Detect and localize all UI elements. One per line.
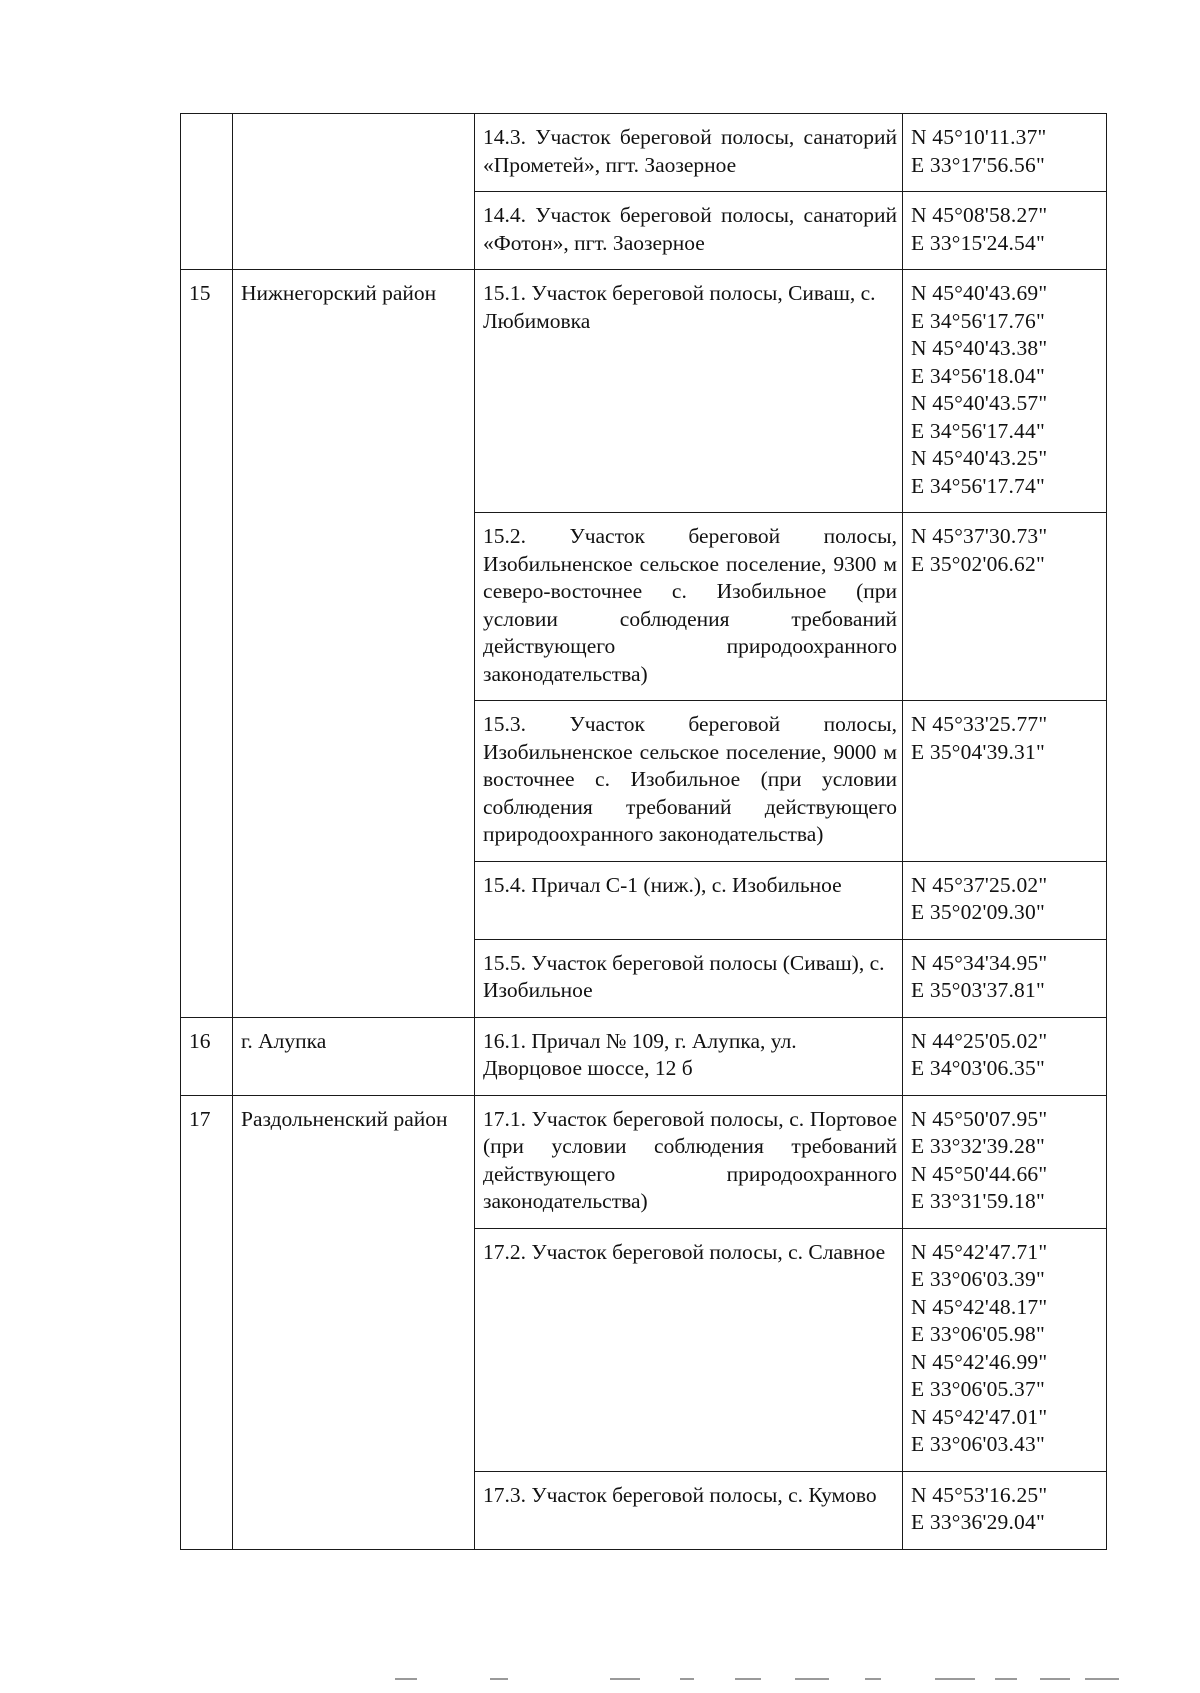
site-description-cell: 16.1. Причал № 109, г. Алупка, ул. Дворцовое шоссе, 12 б bbox=[475, 1017, 903, 1095]
coordinates-cell bbox=[903, 1095, 1107, 1228]
coordinate-value: N 45°08'58.27" bbox=[911, 203, 1048, 227]
district-cell: Нижнегорский район bbox=[233, 270, 475, 1018]
table-row bbox=[181, 1095, 1107, 1228]
coordinate-value: N 45°50'44.66" bbox=[911, 1161, 1048, 1186]
coordinate-value: E 34°56'17.44" bbox=[911, 418, 1045, 443]
site-description-cell: 15.4. Причал С-1 (ниж.), с. Изобильное bbox=[475, 861, 903, 939]
row-number-cell bbox=[181, 114, 233, 270]
district-cell bbox=[233, 114, 475, 270]
site-description-cell: 17.3. Участок береговой полосы, с. Кумово bbox=[475, 1471, 903, 1549]
coordinates-cell bbox=[903, 1228, 1107, 1471]
site-description-cell: 15.5. Участок береговой полосы (Сиваш), с. Изобильное bbox=[475, 939, 903, 1017]
coordinates-cell bbox=[903, 939, 1107, 1017]
coordinate-value: E 33°06'05.98" bbox=[911, 1322, 1045, 1346]
table-row bbox=[181, 270, 1107, 513]
coordinate-value: N 45°42'47.71" bbox=[911, 1239, 1048, 1264]
district-cell: г. Алупка bbox=[233, 1017, 475, 1095]
coordinate-value: E 33°31'59.18" bbox=[911, 1189, 1045, 1213]
coordinates-cell bbox=[903, 114, 1107, 192]
row-number-cell: 17 bbox=[181, 1095, 233, 1549]
table-body bbox=[181, 114, 1107, 1550]
coordinate-value: E 33°32'39.28" bbox=[911, 1134, 1045, 1158]
coordinate-value: N 45°40'43.25" bbox=[911, 446, 1048, 470]
site-description-cell: 17.2. Участок береговой полосы, с. Славное bbox=[475, 1228, 903, 1471]
site-description-cell: 17.1. Участок береговой полосы, с. Портовое (при условии соблюдения требований действующего природоохранного законодательства) bbox=[475, 1095, 903, 1228]
coordinate-value: E 33°15'24.54" bbox=[911, 230, 1045, 255]
coordinate-value: N 45°10'11.37" bbox=[911, 125, 1047, 149]
coordinates-cell bbox=[903, 513, 1107, 701]
coordinate-value: N 44°25'05.02" bbox=[911, 1028, 1048, 1053]
coordinate-value: E 35°02'06.62" bbox=[911, 551, 1045, 576]
coordinates-cell bbox=[903, 192, 1107, 270]
coordinate-value: N 45°40'43.57" bbox=[911, 391, 1048, 415]
coordinate-value: N 45°37'25.02" bbox=[911, 872, 1048, 897]
coordinate-value: E 33°06'03.43" bbox=[911, 1432, 1045, 1456]
coordinate-value: N 45°50'07.95" bbox=[911, 1106, 1048, 1131]
sites-table bbox=[180, 113, 1107, 1550]
coordinate-value: N 45°42'47.01" bbox=[911, 1404, 1048, 1429]
coordinate-value: E 33°06'05.37" bbox=[911, 1377, 1045, 1401]
coordinate-value: E 35°03'37.81" bbox=[911, 978, 1045, 1002]
site-description-cell: 14.3. Участок береговой полосы, санаторий «Прометей», пгт. Заозерное bbox=[475, 114, 903, 192]
coordinate-value: E 34°56'17.74" bbox=[911, 473, 1045, 498]
coordinates-cell bbox=[903, 701, 1107, 862]
site-description-cell: 15.2. Участок береговой полосы, Изобильненское сельское поселение, 9300 м северо-восточнее с. Изобильное (при условии соблюдения требований действующего природоохранного законодательства) bbox=[475, 513, 903, 701]
coordinate-value: E 33°17'56.56" bbox=[911, 152, 1045, 177]
site-description-cell: 15.1. Участок береговой полосы, Сиваш, с. Любимовка bbox=[475, 270, 903, 513]
coordinate-value: E 35°02'09.30" bbox=[911, 900, 1045, 924]
coordinate-value: E 35°04'39.31" bbox=[911, 739, 1045, 764]
coordinate-value: N 45°40'43.38" bbox=[911, 336, 1048, 360]
coordinate-value: N 45°34'34.95" bbox=[911, 950, 1048, 975]
coordinates-cell bbox=[903, 861, 1107, 939]
scan-artifact-marks bbox=[395, 1678, 1125, 1682]
row-number-cell: 15 bbox=[181, 270, 233, 1018]
table-row bbox=[181, 114, 1107, 192]
coordinate-value: E 33°06'03.39" bbox=[911, 1267, 1045, 1291]
coordinates-cell bbox=[903, 1017, 1107, 1095]
coordinate-value: N 45°40'43.69" bbox=[911, 281, 1048, 305]
coordinates-cell bbox=[903, 1471, 1107, 1549]
table-row bbox=[181, 1017, 1107, 1095]
coordinate-value: E 34°56'17.76" bbox=[911, 308, 1045, 333]
coordinates-cell bbox=[903, 270, 1107, 513]
district-cell: Раздольненский район bbox=[233, 1095, 475, 1549]
coordinate-value: E 34°56'18.04" bbox=[911, 363, 1045, 388]
coordinate-value: E 33°36'29.04" bbox=[911, 1510, 1045, 1534]
site-description-cell: 15.3. Участок береговой полосы, Изобильненское сельское поселение, 9000 м восточнее с. Изобильное (при условии соблюдения требований действующего природоохранного законодательства) bbox=[475, 701, 903, 862]
coordinate-value: N 45°37'30.73" bbox=[911, 524, 1048, 548]
site-description-cell: 14.4. Участок береговой полосы, санаторий «Фотон», пгт. Заозерное bbox=[475, 192, 903, 270]
coordinate-value: E 34°03'06.35" bbox=[911, 1056, 1045, 1080]
coordinate-value: N 45°42'48.17" bbox=[911, 1294, 1048, 1319]
coordinate-value: N 45°53'16.25" bbox=[911, 1482, 1048, 1507]
coordinate-value: N 45°33'25.77" bbox=[911, 712, 1048, 736]
coordinate-value: N 45°42'46.99" bbox=[911, 1349, 1048, 1374]
row-number-cell: 16 bbox=[181, 1017, 233, 1095]
